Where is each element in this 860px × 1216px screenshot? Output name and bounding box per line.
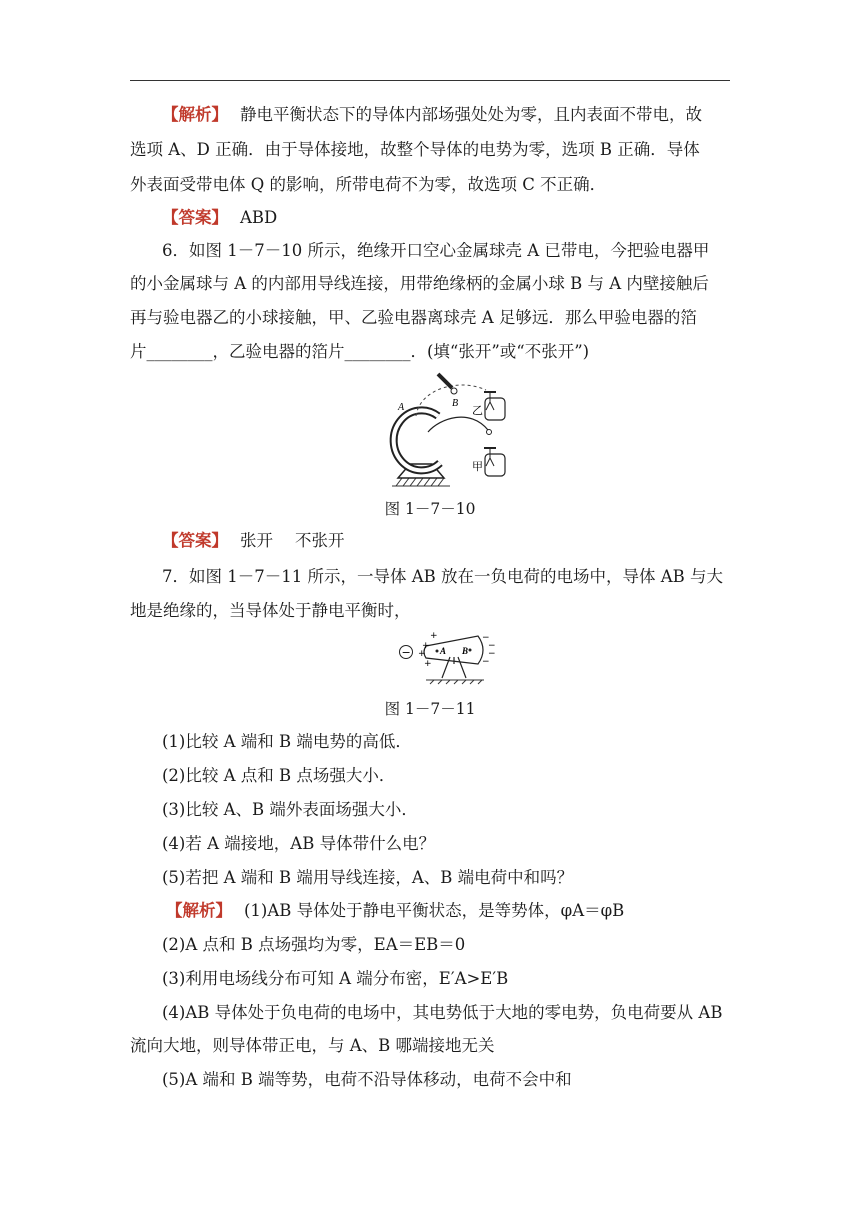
q7-line-2: 地是绝缘的，当导体处于静电平衡时， <box>130 601 411 620</box>
q7-analysis-line-2: (2)A 点和 B 点场强均为零，EA＝EB＝0 <box>162 935 466 954</box>
figure-1-7-11-caption: 图 1－7－11 <box>384 700 476 718</box>
q7-sub-5: (5)若把 A 端和 B 端用导线连接，A、B 端电荷中和吗？ <box>162 868 574 887</box>
svg-text:−: − <box>482 633 490 643</box>
analysis-tag: 【解析】 <box>166 901 232 920</box>
wire <box>428 417 488 432</box>
svg-text:−: − <box>488 641 496 651</box>
q5-analysis-line-1: 【解析】 静电平衡状态下的导体内部场强处处为零，且内表面不带电，故 <box>162 105 702 124</box>
label-b: B <box>462 646 469 656</box>
ball-b <box>451 388 457 394</box>
q5-answer: ABD <box>240 208 278 227</box>
label-a: A <box>440 646 447 656</box>
figure-1-7-10-caption: 图 1－7－10 <box>384 500 476 518</box>
insulated-handle <box>438 374 452 388</box>
q7-sub-3: (3)比较 A、B 端外表面场强大小． <box>162 800 418 819</box>
q7-sub-2: (2)比较 A 点和 B 点场强大小． <box>162 766 396 785</box>
header-rule <box>130 80 730 81</box>
q6-line-3: 再与验电器乙的小球接触，甲、乙验电器离球壳 A 足够远．那么甲验电器的箔 <box>130 308 697 327</box>
q5-answer-line <box>162 207 277 229</box>
svg-text:+: + <box>430 631 438 641</box>
figure-1-7-10 <box>380 368 520 490</box>
electroscope-yi <box>484 392 505 420</box>
svg-text:+: + <box>422 641 430 651</box>
label-jia: 甲 <box>472 460 483 473</box>
q7-analysis-line-5: 流向大地，则导体带正电，与 A、B 哪端接地无关 <box>130 1036 495 1055</box>
q7-sub-1: (1)比较 A 端和 B 端电势的高低． <box>162 732 412 751</box>
q5-analysis-line-3: 外表面受带电体 Q 的影响，所带电荷不为零，故选项 C 不正确． <box>130 175 607 194</box>
q6-line-4: 片________，乙验电器的箔片________．(填“张开”或“不张开”) <box>130 342 590 361</box>
q6-answer-line <box>162 530 345 552</box>
ground-hatch <box>392 478 450 486</box>
electroscope-jia <box>484 430 505 477</box>
label-b: B <box>452 398 459 409</box>
answer-tag: 【答案】 <box>162 531 228 550</box>
q7-line-1: 7．如图 1－7－11 所示，一导体 AB 放在一负电荷的电场中，导体 AB 与大 <box>162 567 724 586</box>
q6-answer-2: 不张开 <box>295 531 345 550</box>
q7-analysis-line-1: 【解析】 (1)AB 导体处于静电平衡状态，是等势体，φA＝φB <box>166 901 625 920</box>
q6-line-2: 的小金属球与 A 的内部用导线连接，用带绝缘柄的金属小球 B 与 A 内壁接触后 <box>130 274 709 293</box>
svg-text:+: + <box>418 649 426 659</box>
q7-sub-4: (4)若 A 端接地，AB 导体带什么电？ <box>162 834 436 853</box>
svg-text:−: − <box>401 646 411 659</box>
q7-analysis-line-6: (5)A 端和 B 端等势，电荷不沿导体移动，电荷不会中和 <box>162 1070 572 1089</box>
label-a: A <box>398 402 405 413</box>
svg-text:+: + <box>424 659 432 669</box>
figure-1-7-11 <box>392 628 504 686</box>
analysis-tag: 【解析】 <box>162 105 228 124</box>
q7-analysis-line-4: (4)AB 导体处于负电荷的电场中，其电势低于大地的零电势，负电荷要从 AB <box>162 1003 723 1022</box>
answer-tag: 【答案】 <box>162 208 228 227</box>
svg-text:−: − <box>482 657 490 667</box>
q6-line-1: 6．如图 1－7－10 所示，绝缘开口空心金属球壳 A 已带电，今把验电器甲 <box>162 241 710 260</box>
q5-analysis-line-2: 选项 A、D 正确．由于导体接地，故整个导体的电势为零，选项 B 正确．导体 <box>130 140 700 159</box>
q6-answer-1: 张开 <box>240 531 273 550</box>
label-yi: 乙 <box>472 404 483 417</box>
svg-text:−: − <box>488 649 496 659</box>
ground-hatch <box>426 680 484 684</box>
q7-analysis-line-3: (3)利用电场线分布可知 A 端分布密，E′A>E′B <box>162 969 509 988</box>
